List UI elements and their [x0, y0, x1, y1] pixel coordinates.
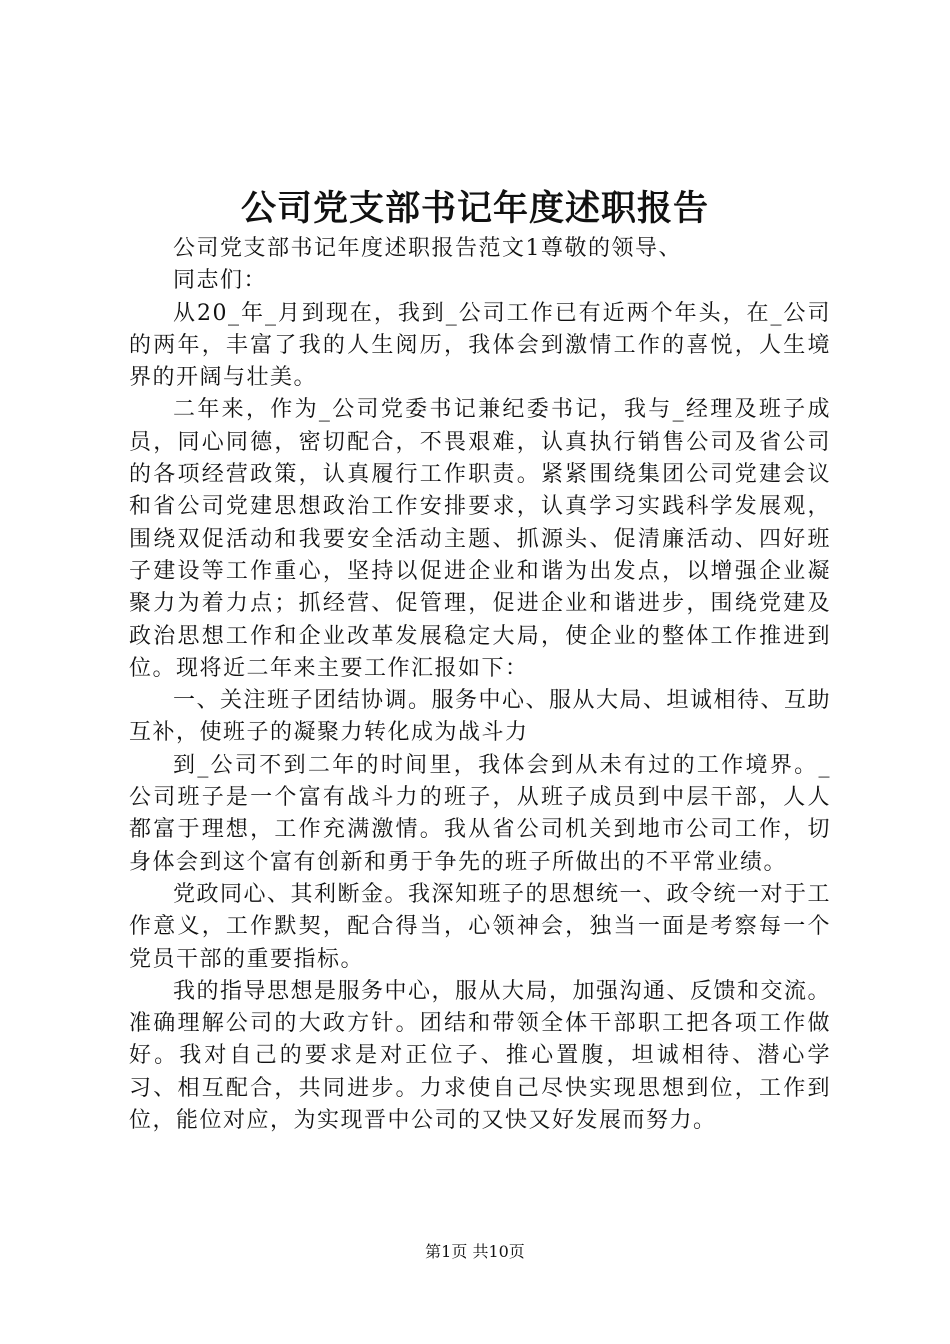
paragraph: 同志们：: [173, 268, 268, 294]
document-body: [129, 233, 831, 1137]
document-title: 公司党支部书记年度述职报告: [240, 188, 709, 229]
paragraph: 从20_年_月到现在，我到_公司工作已有近两个年头，在_公司的两年，丰富了我的人生阅历，我体会到激情工作的喜悦，人生境界的开阔与壮美。: [129, 300, 831, 391]
paragraph: 公司党支部书记年度述职报告范文1尊敬的领导、: [173, 236, 682, 261]
paragraph: 到_公司不到二年的时间里，我体会到从未有过的工作境界。_公司班子是一个富有战斗力的班子，从班子成员到中层干部，人人都富于理想，工作充满激情。我从省公司机关到地市公司工作，切身体会到这个富有创新和勇于争先的班子所做出的不平常业绩。: [129, 752, 831, 875]
paragraph: 一、关注班子团结协调。服务中心、服从大局、坦诚相待、互助互补，使班子的凝聚力转化成为战斗力: [129, 688, 832, 746]
paragraph: 二年来，作为_公司党委书记兼纪委书记，我与_经理及班子成员，同心同德，密切配合，不畏艰难，认真执行销售公司及省公司的各项经营政策，认真履行工作职责。紧紧围绕集团公司党建会议和省公司党建思想政治工作安排要求，认真学习实践科学发展观，围绕双促活动和我要安全活动主题、抓源头、促清廉活动、四好班子建设等工作重心，坚持以促进企业和谐为出发点，以增强企业凝聚力为着力点；抓经营、促管理，促进企业和谐进步，围绕党建及政治思想工作和企业改革发展稳定大局，使企业的整体工作推进到位。现将近二年来主要工作汇报如下：: [129, 397, 831, 681]
paragraph: 党政同心、其利断金。我深知班子的思想统一、政令统一对于工作意义，工作默契，配合得当，心领神会，独当一面是考察每一个党员干部的重要指标。: [129, 881, 832, 972]
paragraph: 我的指导思想是服务中心，服从大局，加强沟通、反馈和交流。准确理解公司的大政方针。团结和带领全体干部职工把各项工作做好。我对自己的要求是对正位子、推心置腹，坦诚相待、潜心学习、相互配合，共同进步。力求使自己尽快实现思想到位，工作到位，能位对应，为实现晋中公司的又快又好发展而努力。: [129, 978, 832, 1134]
page-number-footer: 第1页 共10页: [425, 1242, 525, 1261]
